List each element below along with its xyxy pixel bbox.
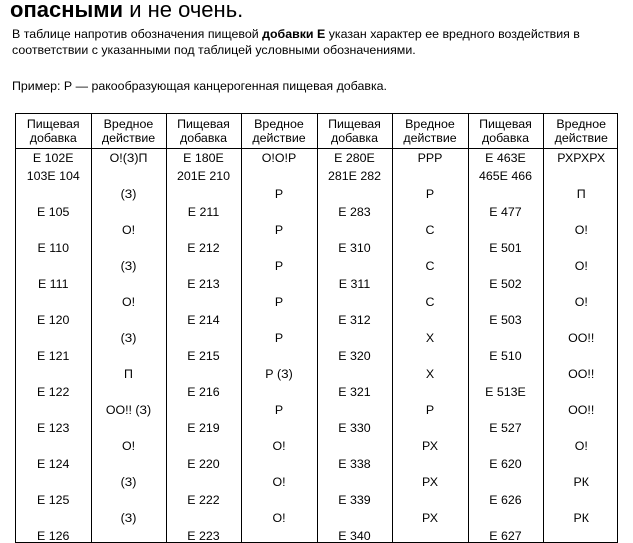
additive-code-cell: Е 124 [16, 455, 91, 473]
column-header-additive [16, 114, 91, 149]
additive-code-cell [16, 365, 91, 383]
additive-code-cell: Е 123 [16, 419, 91, 437]
additive-code-cell: Е 626 [468, 491, 543, 509]
additive-code-cell: Е 110 [16, 239, 91, 257]
additive-code-cell: 103Е 104 [16, 167, 91, 185]
additive-code-cell: Е 339 [317, 491, 392, 509]
additive-code-cell [317, 509, 392, 527]
additive-code-cell [468, 257, 543, 275]
additive-code-cell: Е 310 [317, 239, 392, 257]
column-header-effect [241, 114, 317, 149]
additive-code-cell: Е 212 [166, 239, 241, 257]
harm-effect-cell: ОО!! [543, 401, 618, 419]
additive-code-cell [16, 185, 91, 203]
harm-effect-cell: Р [241, 221, 317, 239]
additive-code-cell [166, 437, 241, 455]
harm-effect-cell: Х [392, 329, 468, 347]
additive-code-cell: Е 330 [317, 419, 392, 437]
additive-code-cell: Е 121 [16, 347, 91, 365]
additive-code-cell: Е 215 [166, 347, 241, 365]
column-header-effect [543, 114, 618, 149]
harm-effect-cell: Р [241, 257, 317, 275]
page-heading [10, 0, 243, 24]
harm-effect-cell: Р [241, 293, 317, 311]
table-row [16, 473, 618, 491]
additive-code-cell: Е 125 [16, 491, 91, 509]
column-header-line: добавка [30, 131, 77, 145]
additives-table [16, 114, 618, 543]
table-row [16, 221, 618, 239]
additive-code-cell [166, 293, 241, 311]
additive-code-cell: Е 513Е [468, 383, 543, 401]
harm-effect-cell [241, 491, 317, 509]
column-header-line: добавка [331, 131, 378, 145]
additive-code-cell: Е 105 [16, 203, 91, 221]
harm-effect-cell: О! [241, 473, 317, 491]
table-row [16, 491, 618, 509]
heading-rest: и не очень. [123, 0, 243, 22]
harm-effect-cell [241, 311, 317, 329]
harm-effect-cell: О! [543, 293, 618, 311]
harm-effect-cell: Р [241, 401, 317, 419]
additive-code-cell [468, 221, 543, 239]
additive-code-cell: Е 214 [166, 311, 241, 329]
harm-effect-cell: О!(З)П [91, 149, 166, 168]
heading-bold: опасными [10, 0, 123, 22]
harm-effect-cell [241, 203, 317, 221]
harm-effect-cell: О! [241, 509, 317, 527]
harm-effect-cell: РК [543, 509, 618, 527]
additive-code-cell [317, 401, 392, 419]
additive-code-cell [468, 473, 543, 491]
column-header-additive [317, 114, 392, 149]
additive-code-cell [166, 329, 241, 347]
harm-effect-cell: ОО!! [543, 365, 618, 383]
table-row [16, 293, 618, 311]
harm-effect-cell [543, 383, 618, 401]
harm-effect-cell [91, 527, 166, 543]
additive-code-cell: Е 477 [468, 203, 543, 221]
column-header-line: Вредное [254, 117, 304, 131]
table-row [16, 365, 618, 383]
harm-effect-cell [543, 311, 618, 329]
table-row [16, 383, 618, 401]
harm-effect-cell: О! [543, 257, 618, 275]
column-header-additive [166, 114, 241, 149]
column-header-line: Вредное [556, 117, 606, 131]
harm-effect-cell [91, 347, 166, 365]
table-row [16, 347, 618, 365]
additive-code-cell [16, 401, 91, 419]
harm-effect-cell [543, 455, 618, 473]
additive-code-cell: Е 311 [317, 275, 392, 293]
column-header-line: Пищевая [328, 117, 381, 131]
intro-after: указан характер ее вредного воздействия в соответствии с указанными под таблицей условными обозначениями. [12, 27, 580, 57]
harm-effect-cell: О! [91, 221, 166, 239]
harm-effect-cell: О! [543, 437, 618, 455]
harm-effect-cell: Р [392, 401, 468, 419]
harm-effect-cell: (З) [91, 329, 166, 347]
additive-code-cell [317, 473, 392, 491]
additive-code-cell [468, 509, 543, 527]
additive-code-cell: Е 527 [468, 419, 543, 437]
table-row [16, 275, 618, 293]
harm-effect-cell: (З) [91, 509, 166, 527]
additive-code-cell: Е 280Е [317, 149, 392, 168]
harm-effect-cell [543, 203, 618, 221]
harm-effect-cell: О!О!Р [241, 149, 317, 168]
additive-code-cell [16, 257, 91, 275]
additive-code-cell: Е 502 [468, 275, 543, 293]
additive-code-cell [317, 257, 392, 275]
additive-code-cell [317, 329, 392, 347]
table-row [16, 401, 618, 419]
additive-code-cell: Е 620 [468, 455, 543, 473]
additive-code-cell: Е 102Е [16, 149, 91, 168]
table-row [16, 149, 618, 168]
harm-effect-cell: С [392, 221, 468, 239]
table-row [16, 437, 618, 455]
additive-code-cell: Е 321 [317, 383, 392, 401]
harm-effect-cell: РХ [392, 509, 468, 527]
harm-effect-cell [91, 311, 166, 329]
table-row [16, 527, 618, 543]
harm-effect-cell: О! [91, 293, 166, 311]
additive-code-cell: 281Е 282 [317, 167, 392, 185]
additive-code-cell [166, 221, 241, 239]
additive-code-cell: Е 222 [166, 491, 241, 509]
additive-code-cell [166, 185, 241, 203]
table-row [16, 203, 618, 221]
additive-code-cell [317, 365, 392, 383]
harm-effect-cell: О! [241, 437, 317, 455]
harm-effect-cell: О! [543, 221, 618, 239]
harm-effect-cell: С [392, 257, 468, 275]
harm-effect-cell [91, 419, 166, 437]
additive-code-cell: Е 120 [16, 311, 91, 329]
additive-code-cell [16, 221, 91, 239]
additive-code-cell: Е 216 [166, 383, 241, 401]
column-header-line: действие [252, 131, 305, 145]
harm-effect-cell [543, 527, 618, 543]
harm-effect-cell [392, 239, 468, 257]
harm-effect-cell [241, 419, 317, 437]
additive-code-cell: Е 211 [166, 203, 241, 221]
table-row [16, 257, 618, 275]
additive-code-cell [16, 473, 91, 491]
column-header-line: Вредное [104, 117, 154, 131]
table-row [16, 185, 618, 203]
harm-effect-cell [392, 311, 468, 329]
column-header-line: Пищевая [479, 117, 532, 131]
additive-code-cell [16, 329, 91, 347]
additive-code-cell: Е 283 [317, 203, 392, 221]
harm-effect-cell [543, 239, 618, 257]
additive-code-cell: Е 213 [166, 275, 241, 293]
table-row [16, 419, 618, 437]
additive-code-cell [468, 365, 543, 383]
additive-code-cell [317, 185, 392, 203]
header-row [16, 114, 618, 149]
table-row [16, 455, 618, 473]
table-row [16, 239, 618, 257]
column-header-line: действие [403, 131, 456, 145]
additive-code-cell: Е 111 [16, 275, 91, 293]
harm-effect-cell [392, 275, 468, 293]
harm-effect-cell [91, 167, 166, 185]
column-header-line: добавка [180, 131, 227, 145]
additive-code-cell: 465Е 466 [468, 167, 543, 185]
additive-code-cell: Е 338 [317, 455, 392, 473]
harm-effect-cell: (З) [91, 257, 166, 275]
additive-code-cell [468, 293, 543, 311]
harm-effect-cell [392, 491, 468, 509]
harm-effect-cell [91, 239, 166, 257]
additive-code-cell [317, 293, 392, 311]
harm-effect-cell [392, 383, 468, 401]
additive-code-cell: Е 627 [468, 527, 543, 543]
harm-effect-cell [91, 275, 166, 293]
column-header-line: Пищевая [27, 117, 80, 131]
harm-effect-cell [241, 527, 317, 543]
harm-effect-cell [241, 383, 317, 401]
additives-table-frame [15, 113, 618, 543]
harm-effect-cell [543, 167, 618, 185]
harm-effect-cell: П [91, 365, 166, 383]
harm-effect-cell: РХРХРХ [543, 149, 618, 168]
harm-effect-cell [543, 275, 618, 293]
additive-code-cell [16, 293, 91, 311]
additive-code-cell: Е 501 [468, 239, 543, 257]
harm-effect-cell: Р (З) [241, 365, 317, 383]
example-line: Пример: Р — ракообразующая канцерогенная пищевая добавка. [12, 78, 387, 94]
harm-effect-cell [392, 419, 468, 437]
harm-effect-cell [543, 491, 618, 509]
harm-effect-cell [392, 167, 468, 185]
harm-effect-cell [241, 455, 317, 473]
additive-code-cell [317, 221, 392, 239]
harm-effect-cell [241, 167, 317, 185]
harm-effect-cell: РРР [392, 149, 468, 168]
harm-effect-cell [392, 455, 468, 473]
column-header-line: Вредное [405, 117, 455, 131]
additive-code-cell: Е 219 [166, 419, 241, 437]
intro-bold: добавки Е [262, 27, 325, 41]
harm-effect-cell: (З) [91, 185, 166, 203]
column-header-line: действие [102, 131, 155, 145]
additive-code-cell: Е 122 [16, 383, 91, 401]
additive-code-cell [166, 365, 241, 383]
additive-code-cell [166, 401, 241, 419]
harm-effect-cell: ОО!! (З) [91, 401, 166, 419]
harm-effect-cell [91, 455, 166, 473]
column-header-effect [91, 114, 166, 149]
additive-code-cell: Е 180Е [166, 149, 241, 168]
table-body [16, 149, 618, 543]
additive-code-cell: Е 126 [16, 527, 91, 543]
additive-code-cell [468, 401, 543, 419]
intro-paragraph [12, 26, 624, 58]
column-header-line: действие [555, 131, 608, 145]
additive-code-cell [317, 437, 392, 455]
harm-effect-cell [543, 347, 618, 365]
table-row [16, 167, 618, 185]
harm-effect-cell [91, 383, 166, 401]
additive-code-cell: Е 320 [317, 347, 392, 365]
column-header-line: Пищевая [177, 117, 230, 131]
harm-effect-cell [543, 419, 618, 437]
column-header-effect [392, 114, 468, 149]
additive-code-cell: 201Е 210 [166, 167, 241, 185]
harm-effect-cell [392, 347, 468, 365]
additive-code-cell [468, 185, 543, 203]
additive-code-cell [166, 257, 241, 275]
additive-code-cell: Е 510 [468, 347, 543, 365]
harm-effect-cell [241, 347, 317, 365]
harm-effect-cell: С [392, 293, 468, 311]
additive-code-cell: Е 463Е [468, 149, 543, 168]
harm-effect-cell: РК [543, 473, 618, 491]
table-row [16, 509, 618, 527]
additive-code-cell: Е 223 [166, 527, 241, 543]
harm-effect-cell: (З) [91, 473, 166, 491]
harm-effect-cell: Р [392, 185, 468, 203]
harm-effect-cell [392, 203, 468, 221]
harm-effect-cell: РХ [392, 437, 468, 455]
additive-code-cell [468, 329, 543, 347]
additive-code-cell [468, 437, 543, 455]
additive-code-cell: Е 503 [468, 311, 543, 329]
harm-effect-cell: Р [241, 329, 317, 347]
additive-code-cell: Е 340 [317, 527, 392, 543]
intro-before: В таблице напротив обозначения пищевой [12, 27, 262, 41]
additive-code-cell: Е 220 [166, 455, 241, 473]
harm-effect-cell [392, 527, 468, 543]
harm-effect-cell [241, 275, 317, 293]
harm-effect-cell [241, 239, 317, 257]
additive-code-cell [166, 509, 241, 527]
additive-code-cell [16, 437, 91, 455]
harm-effect-cell: Р [241, 185, 317, 203]
harm-effect-cell: Х [392, 365, 468, 383]
additive-code-cell [16, 509, 91, 527]
column-header-line: добавка [482, 131, 529, 145]
additive-code-cell: Е 312 [317, 311, 392, 329]
harm-effect-cell [91, 491, 166, 509]
table-row [16, 329, 618, 347]
harm-effect-cell: О! [91, 437, 166, 455]
harm-effect-cell: П [543, 185, 618, 203]
harm-effect-cell [91, 203, 166, 221]
additive-code-cell [166, 473, 241, 491]
harm-effect-cell: РХ [392, 473, 468, 491]
column-header-additive [468, 114, 543, 149]
table-row [16, 311, 618, 329]
harm-effect-cell: ОО!! [543, 329, 618, 347]
